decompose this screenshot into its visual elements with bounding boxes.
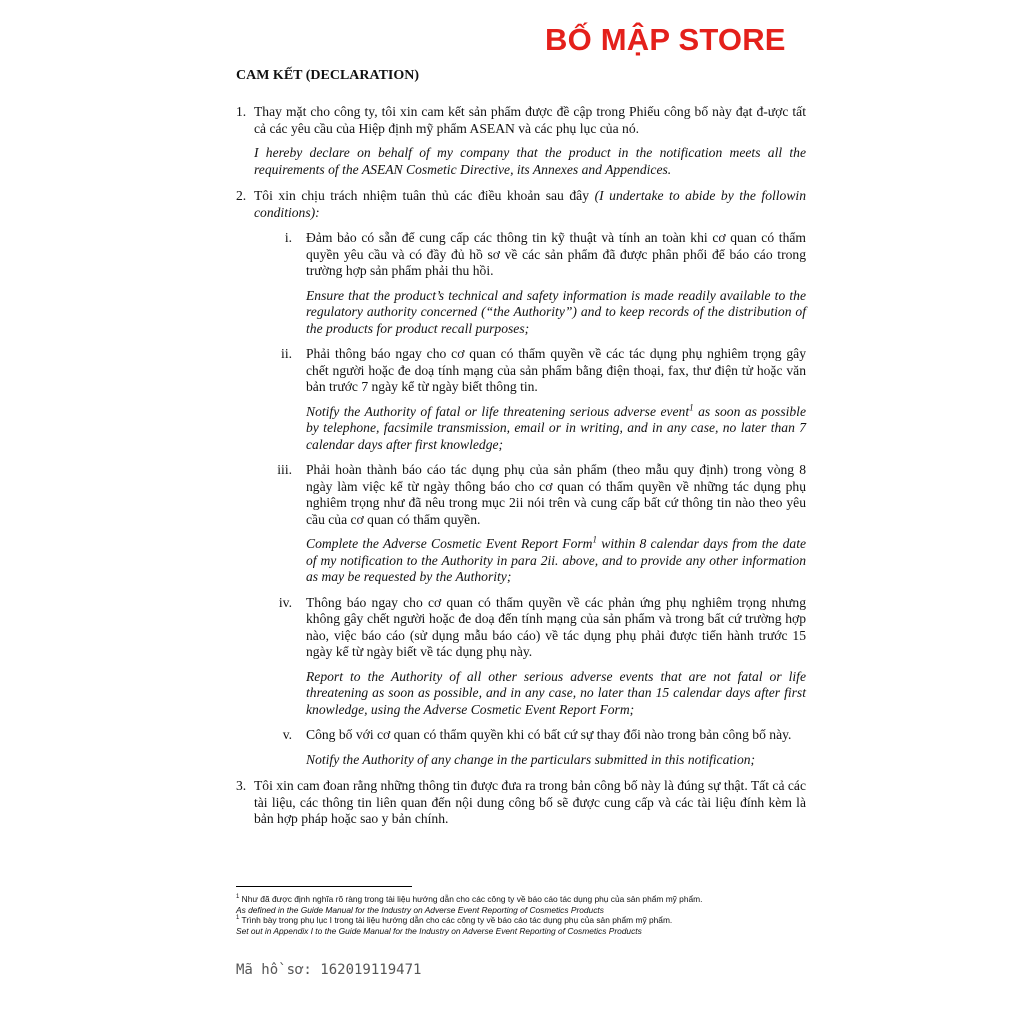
sub-item-text-en: Report to the Authority of all other serious adverse events that are not fatal or life threatening as soon as possible, and in any case, no later than 15 calendar days after first knowledge, using the Adverse Cosmetic Event Report Form; xyxy=(306,668,806,717)
footnote-2-vi: $^1$ Trình bày trong phụ lục I trong tài liệu hướng dẫn cho các công ty về báo cáo tác dụng phụ của sản phẩm mỹ phẩm. xyxy=(236,915,673,925)
sub-item-number: iii. xyxy=(277,462,292,477)
sub-item-v xyxy=(254,727,806,768)
footnote-ref: 1 xyxy=(689,401,694,412)
sub-item-text-en: Complete the Adverse Cosmetic Event Report Form$^1$ within 8 calendar days from the date of my notification to the Authority in para 2ii. above, and to provide any other information as may be requested by the Authority; xyxy=(306,534,807,584)
footnote-1-vi: $^1$ Như đã được định nghĩa rõ ràng trong tài liệu hướng dẫn cho các công ty về báo cáo tác dụng phụ của sản phẩm mỹ phẩm. xyxy=(236,894,703,904)
footnote-divider xyxy=(236,886,412,887)
sub-item-number: iv. xyxy=(278,594,292,610)
sub-item-number: ii. xyxy=(281,346,292,361)
footnote-ref: 1 xyxy=(592,534,598,545)
sub-item-iii xyxy=(254,462,806,586)
item-text-vi: Tôi xin chịu trách nhiệm tuân thủ các điều khoản sau đây xyxy=(254,188,590,203)
item-number: 2. xyxy=(236,188,247,203)
item-text-en: (I undertake to abide by the followin conditions): xyxy=(254,188,806,220)
sub-item-ii xyxy=(254,346,806,453)
sub-item-text-en: Notify the Authority of any change in the particulars submitted in this notification; xyxy=(306,751,756,767)
item-number: 1. xyxy=(236,104,247,119)
sub-item-text-vi: Công bố với cơ quan có thẩm quyền khi có bất cứ sự thay đổi nào trong bản công bố này. xyxy=(306,727,792,742)
sub-item-number: v. xyxy=(282,727,292,742)
item-text-en: I hereby declare on behalf of my company that the product in the notification meets all the requirements of the ASEAN Cosmetic Directive, its Annexes and Appendices. xyxy=(254,145,806,177)
footnote-1-en: As defined in the Guide Manual for the Industry on Adverse Event Reporting of Cosmetics Products xyxy=(236,904,604,915)
declaration-item-3 xyxy=(236,778,806,828)
declaration-title: CAM KẾT (DECLARATION) xyxy=(236,68,420,83)
declaration-body xyxy=(236,104,806,828)
sub-item-text-vi: Phải thông báo ngay cho cơ quan có thẩm quyền về các tác dụng phụ nghiêm trọng gây chết người hoặc đe doạ tính mạng của sản phẩm bằng điện thoại, fax, thư điện tử hoặc văn bản trước 7 ngày kể từ ngày biết thông tin. xyxy=(306,346,806,394)
item-text-vi: Tôi xin cam đoan rằng những thông tin được đưa ra trong bản công bố này là đúng sự thật. Tất cả các tài liệu, các thông tin liên quan đến nội dung công bố sẽ được cung cấp và các tài liệu đính kèm là bản hợp pháp hoặc sao y bản chính. xyxy=(254,778,806,826)
item-text-vi: Thay mặt cho công ty, tôi xin cam kết sản phẩm được đề cập trong Phiếu công bố này đạt đ-ược tất cả các yêu cầu của Hiệp định mỹ phẩm ASEAN và các phụ lục của nó. xyxy=(254,104,806,136)
sub-item-text-vi: Phải hoàn thành báo cáo tác dụng phụ của sản phẩm (theo mẫu quy định) trong vòng 8 ngày làm việc kể từ ngày thông báo cho cơ quan có thẩm quyền về những tác dụng phụ nghiêm trọng như đã nêu trong mục 2ii nói trên và cung cấp bất cứ thông tin nào theo yêu cầu của cơ quan có thẩm quyền. xyxy=(306,462,806,527)
sub-item-number: i. xyxy=(284,230,292,245)
item-number: 3. xyxy=(236,778,247,793)
store-brand-title: BỐ MẬP STORE xyxy=(545,22,786,57)
sub-item-text-vi: Đảm bảo có sẵn để cung cấp các thông tin kỹ thuật và tính an toàn khi cơ quan có thẩm quyền yêu cầu và có đầy đủ hồ sơ về các sản phẩm đã được phân phối để báo cáo trong trường hợp sản phẩm phải thu hồi. xyxy=(306,230,806,278)
declaration-item-1 xyxy=(236,104,806,178)
sub-item-iv xyxy=(254,595,806,719)
sub-item-text-en: Ensure that the product’s technical and safety information is made readily available to the regulatory authority concerned (“the Authority”) and to keep records of the distribution of the products for product recall purposes; xyxy=(306,287,806,336)
item-text xyxy=(254,188,806,221)
record-number: Mã hồ sơ: 162019119471 xyxy=(236,962,422,978)
declaration-item-2 xyxy=(236,188,806,768)
sub-item-i xyxy=(254,230,806,337)
sub-item-text-vi: Thông báo ngay cho cơ quan có thẩm quyền về các phản ứng phụ nghiêm trọng nhưng không gây chết người hoặc đe doạ đến tính mạng của sản phẩm và trong bất cứ trường hợp nào, việc báo cáo (sử dụng mẫu báo cáo) về tác dụng phụ phải được tiến hành trước 15 ngày kể từ ngày biết về tác dụng phụ này. xyxy=(306,594,806,659)
sub-item-text-en: Notify the Authority of fatal or life threatening serious adverse event$^1$ as soon as possible by telephone, facsimile transmission, email or in writing, and in any case, no later than 7 calendar days after first knowledge; xyxy=(306,401,806,452)
footnote-2-en: Set out in Appendix I to the Guide Manual for the Industry on Adverse Event Reporting of Cosmetics Products xyxy=(236,925,642,936)
footnotes xyxy=(236,894,836,936)
